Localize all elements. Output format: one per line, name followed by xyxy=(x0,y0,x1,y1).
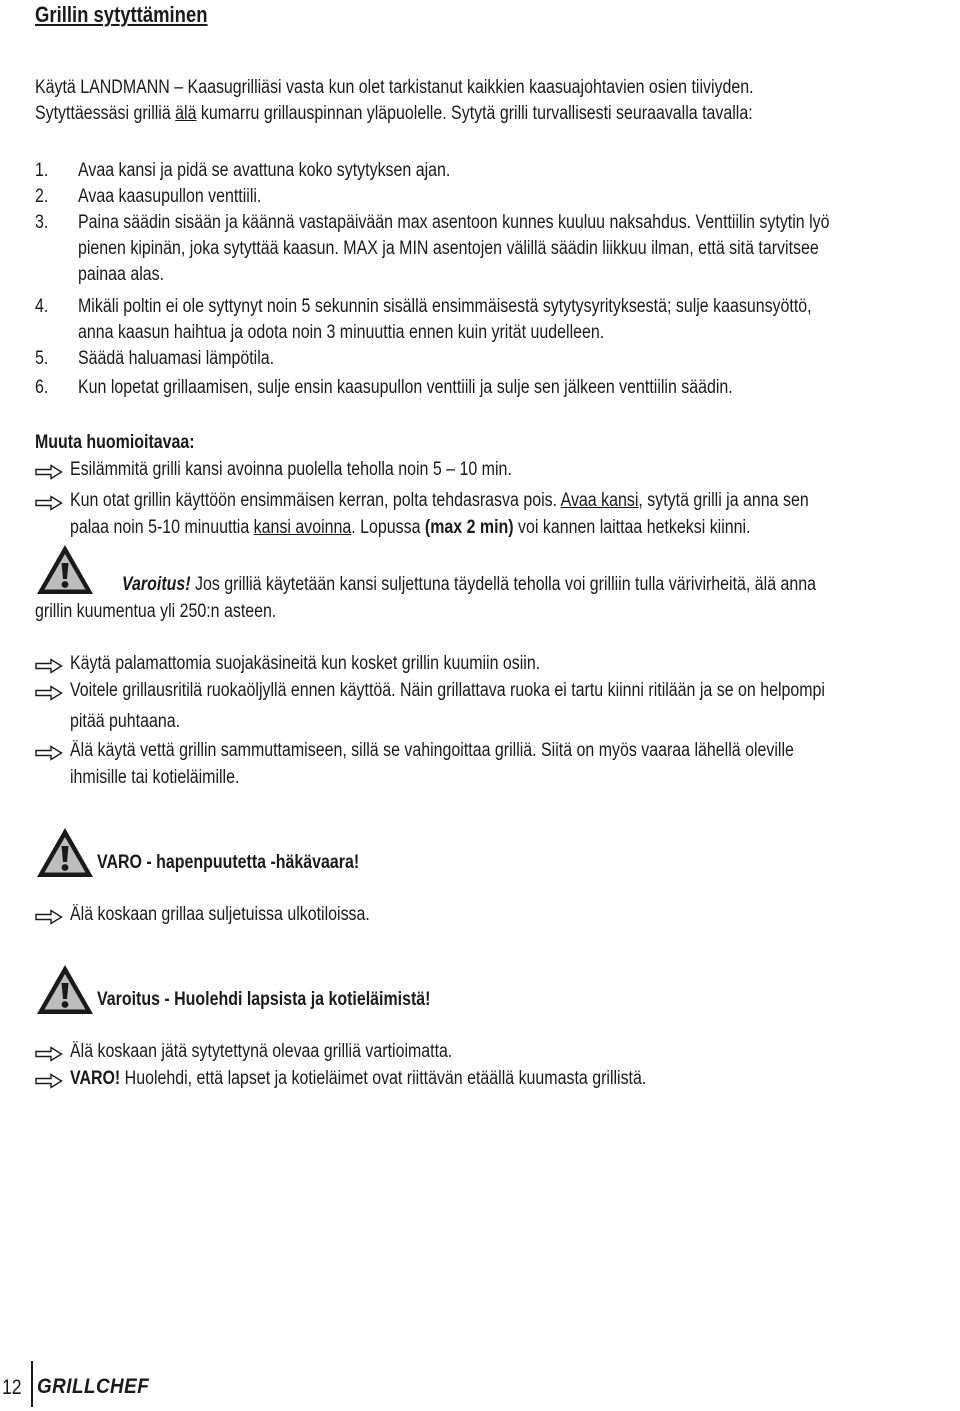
step-text: Avaa kansi ja pidä se avattuna koko sytytyksen ajan. xyxy=(78,160,451,181)
arrow-icon xyxy=(35,909,63,925)
step-text: Kun lopetat grillaamisen, sulje ensin kaasupullon venttiili ja sulje sen jälkeen venttiilin säädin. xyxy=(78,377,733,398)
warning-triangle-icon xyxy=(35,963,95,1017)
step-number: 5. xyxy=(35,348,49,369)
note-text: Esilämmitä grilli kansi avoinna puolella teholla noin 5 – 10 min. xyxy=(70,459,512,480)
page-title: Grillin sytyttäminen xyxy=(35,2,208,27)
warning-item: Älä koskaan grillaa suljetuissa ulkotiloissa. xyxy=(70,904,370,925)
arrow-icon xyxy=(35,658,63,674)
step-text: Mikäli poltin ei ole syttynyt noin 5 sekunnin sisällä ensimmäisestä sytytysyrityksestä; sulje kaasunsyöttö, xyxy=(78,296,812,317)
note-text-part: palaa noin 5-10 minuuttia xyxy=(70,517,254,538)
step-number: 2. xyxy=(35,186,49,207)
intro-emphasis: älä xyxy=(175,103,197,124)
warning-text xyxy=(122,572,816,598)
warning-item xyxy=(70,1066,646,1092)
warning-text-part: Jos grilliä käytetään kansi suljettuna täydellä teholla voi grilliin tulla värivirheitä, älä anna xyxy=(190,574,817,595)
page-number: 12 xyxy=(2,1376,22,1399)
step-number: 6. xyxy=(35,377,49,398)
step-text: Paina säädin sisään ja käännä vastapäivään max asentoon kunnes kuuluu naksahdus. Venttiilin sytytin lyö xyxy=(78,212,830,233)
note-emphasis: kansi avoinna xyxy=(253,517,352,538)
note-text-part: voi kannen laittaa hetkeksi kiinni. xyxy=(513,517,751,538)
arrow-icon xyxy=(35,745,63,761)
tip-text: Käytä palamattomia suojakäsineitä kun kosket grillin kuumiin osiin. xyxy=(70,653,541,674)
tip-text: Voitele grillausritilä ruokaöljyllä ennen käyttöä. Näin grillattava ruoka ei tartu kiinni ritilään ja se on helpompi xyxy=(70,680,825,701)
warning-triangle-icon xyxy=(35,826,95,880)
note-text-part: , sytytä grilli ja anna sen xyxy=(638,490,809,511)
warning-label: Varoitus! xyxy=(122,574,191,595)
intro-text: Sytyttäessäsi grilliä xyxy=(35,103,176,124)
step-text: Säädä haluamasi lämpötila. xyxy=(78,348,275,369)
step-text: anna kaasun haihtua ja odota noin 3 minuuttia ennen kuin yrität uudelleen. xyxy=(78,322,605,343)
warning-item-text: Huolehdi, että lapset ja kotieläimet ovat riittävän etäällä kuumasta grillistä. xyxy=(120,1068,647,1089)
step-text: painaa alas. xyxy=(78,264,165,285)
step-number: 1. xyxy=(35,160,49,181)
brand-logo: GRILLCHEF xyxy=(37,1375,150,1398)
note-text-part: . Lopussa xyxy=(351,517,425,538)
intro-text-rest: kumarru grillauspinnan yläpuolelle. Sytytä grilli turvallisesti seuraavalla tavalla: xyxy=(196,103,753,124)
arrow-icon xyxy=(35,495,63,511)
warning-text: grillin kuumentua yli 250:n asteen. xyxy=(35,601,277,622)
arrow-icon xyxy=(35,1046,63,1062)
warning-heading: VARO - hapenpuutetta -häkävaara! xyxy=(97,852,360,873)
step-text: pienen kipinän, joka sytyttää kaasun. MAX ja MIN asentojen välillä säädin liikkuu ilman, että sitä tarvitsee xyxy=(78,238,819,259)
step-number: 4. xyxy=(35,296,49,317)
footer-divider xyxy=(31,1361,33,1407)
warning-item: Älä koskaan jätä sytytettynä olevaa grilliä vartioimatta. xyxy=(70,1041,453,1062)
note-bold: (max 2 min) xyxy=(424,517,514,538)
warning-item-bold: VARO! xyxy=(70,1068,121,1089)
note-text xyxy=(70,488,809,514)
note-text-part: Kun otat grillin käyttöön ensimmäisen kerran, polta tehdasrasva pois. xyxy=(70,490,561,511)
arrow-icon xyxy=(35,464,63,480)
intro-line-2 xyxy=(35,101,753,127)
note-text xyxy=(70,515,751,541)
intro-line-1: Käytä LANDMANN – Kaasugrilliäsi vasta kun olet tarkistanut kaikkien kaasuajohtavien osien tiiviyden. xyxy=(35,77,754,98)
arrow-icon xyxy=(35,1073,63,1089)
step-text: Avaa kaasupullon venttiili. xyxy=(78,186,262,207)
warning-heading: Varoitus - Huolehdi lapsista ja kotieläimistä! xyxy=(97,989,431,1010)
step-number: 3. xyxy=(35,212,49,233)
warning-triangle-icon xyxy=(35,543,95,597)
note-emphasis: Avaa kansi xyxy=(560,490,639,511)
notes-heading: Muuta huomioitavaa: xyxy=(35,432,195,453)
tip-text: ihmisille tai kotieläimille. xyxy=(70,767,240,788)
arrow-icon xyxy=(35,685,63,701)
tip-text: Älä käytä vettä grillin sammuttamiseen, sillä se vahingoittaa grilliä. Siitä on myös vaaraa lähellä oleville xyxy=(70,740,794,761)
tip-text: pitää puhtaana. xyxy=(70,711,181,732)
